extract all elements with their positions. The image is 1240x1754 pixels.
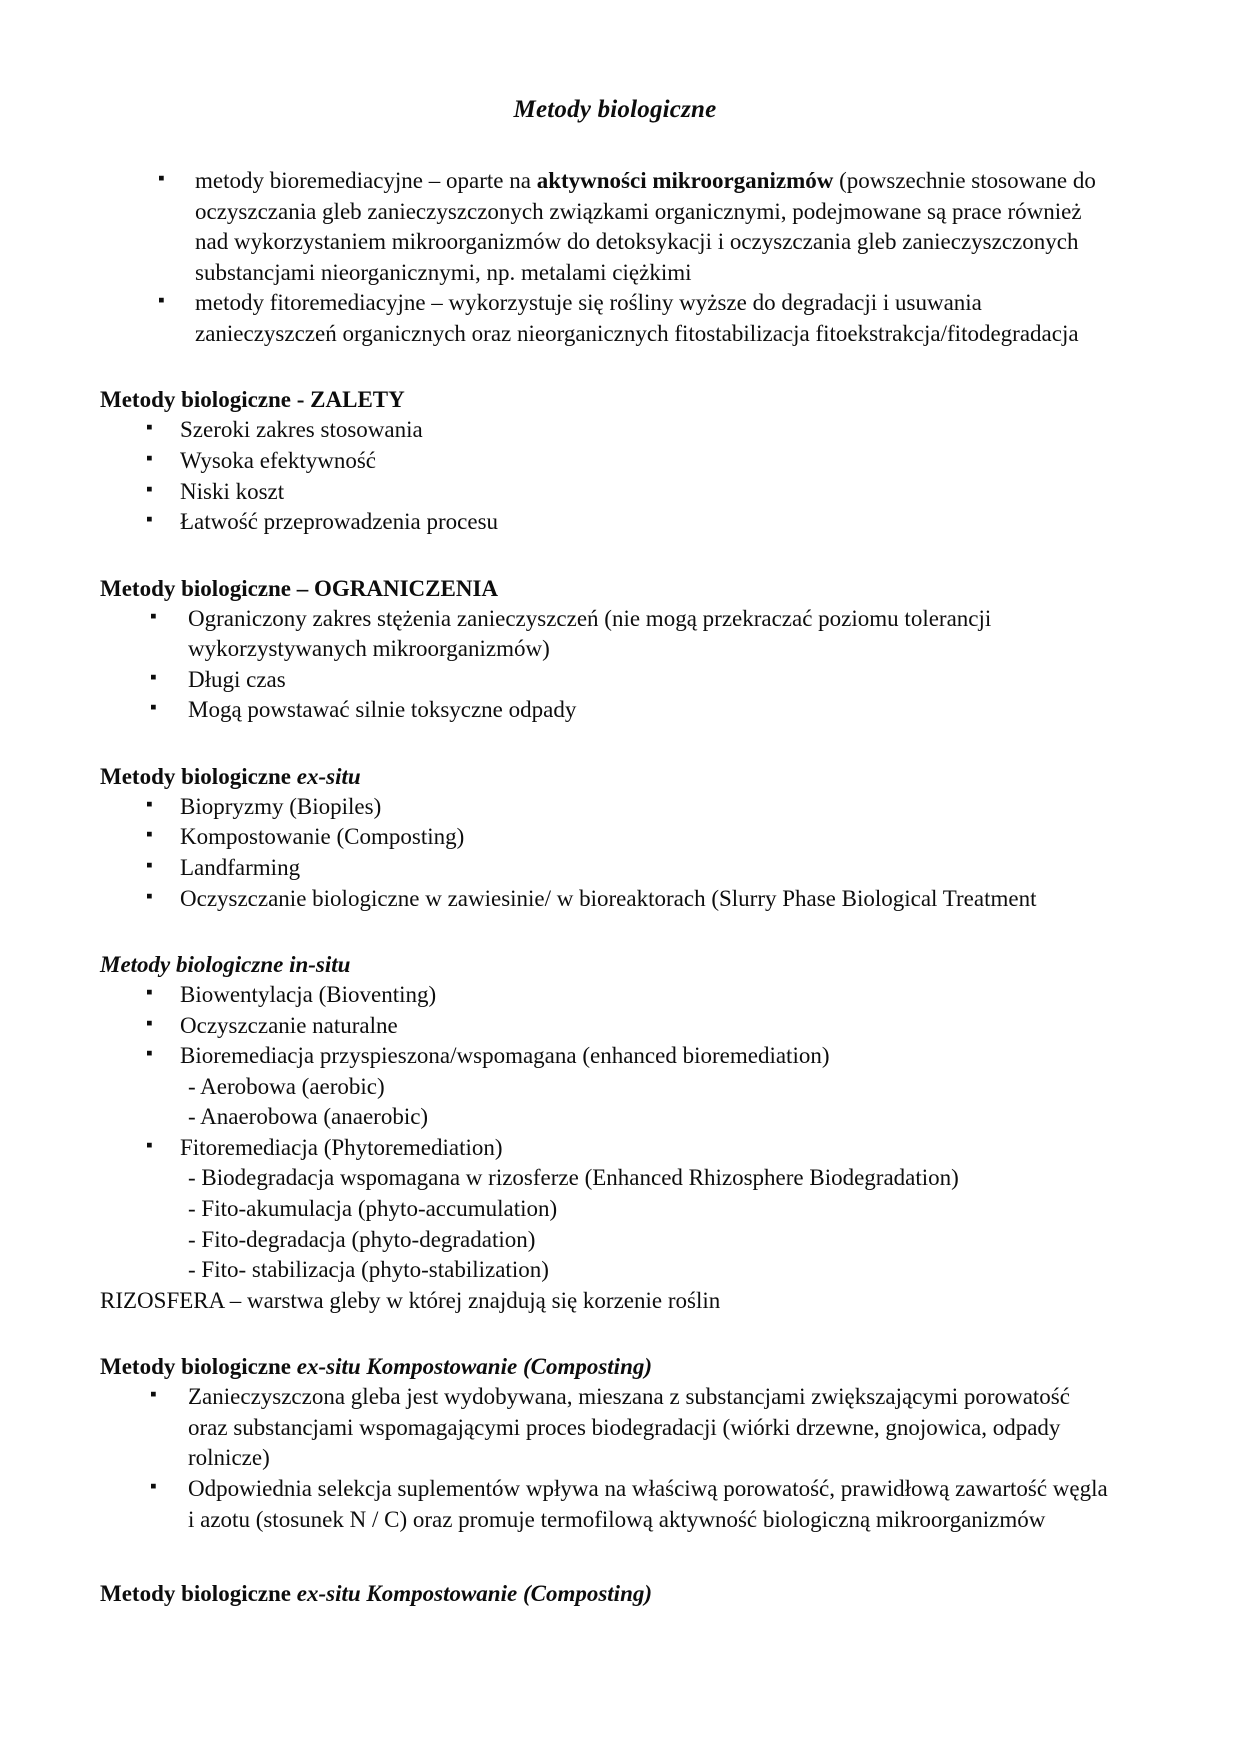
list-item (100, 166, 1110, 288)
intro-bullet-list (100, 166, 1110, 349)
section-heading-italic: ex-situ Kompostowanie (Composting) (296, 1354, 653, 1380)
spacer (100, 1535, 1110, 1579)
section-heading-in-situ: Metody biologiczne in-situ (100, 952, 351, 978)
document-content (100, 96, 1110, 1609)
spacer (100, 914, 1110, 950)
list-item: ▪ metody fitoremediacyjne – wykorzystuje się rośliny wyższe do degradacji i usuwania zanieczyszczeń organicznych oraz nieorganicznych fitostabilizacja fitoekstrakcja/fitodegradacja (100, 288, 1110, 349)
sub-item: - Biodegradacja wspomagana w rizosferze (Enhanced Rhizosphere Biodegradation) (188, 1165, 959, 1191)
intro-bullet-post: (powszechnie stosowane do oczyszczania gleb zanieczyszczonych związkami organicznymi, podejmowane są prace również nad wykorzystaniem mikroorganizmów do detoksykacji i oczyszczania gleb zanieczyszczonych substancjami nieorganicznymi, np. metalami ciężkimi (195, 168, 1096, 285)
in-situ-list (100, 980, 1110, 1072)
list-item: ▪ Oczyszczanie naturalne (100, 1011, 1110, 1042)
sub-item: - Fito-degradacja (phyto-degradation) (188, 1226, 536, 1252)
list-item: ▪ Biopryzmy (Biopiles) (100, 792, 1110, 823)
page-title: Metody biologiczne (513, 96, 717, 123)
list-item: ▪ Zanieczyszczona gleba jest wydobywana, mieszana z substancjami zwiększającymi porowatość oraz substancjami wspomagającymi proces biodegradacji (wiórki drzewne, gnojowica, odpady rolnicze) (100, 1382, 1110, 1474)
list-item: ▪ Mogą powstawać silnie toksyczne odpady (100, 695, 1110, 726)
sub-item: - Aerobowa (aerobic) (188, 1073, 385, 1099)
kompostowanie-list (100, 1382, 1110, 1535)
intro-bullet-pre: metody bioremediacyjne – oparte na (195, 168, 537, 193)
spacer (100, 349, 1110, 385)
ex-situ-list (100, 792, 1110, 914)
section-heading-text: Metody biologiczne (100, 1354, 297, 1380)
sub-item: - Fito- stabilizacja (phyto-stabilization) (188, 1257, 549, 1283)
section-heading-ex-situ (100, 762, 1110, 792)
spacer (100, 538, 1110, 574)
section-heading-text: Metody biologiczne (100, 1581, 297, 1607)
in-situ-list-2 (100, 1133, 1110, 1164)
list-item: ▪ Odpowiednia selekcja suplementów wpływa na właściwą porowatość, prawidłową zawartość węgla i azotu (stosunek N / C) oraz promuje termofilową aktywność biologiczną mikroorganizmów (100, 1474, 1110, 1535)
sub-item: - Anaerobowa (anaerobic) (188, 1104, 429, 1130)
spacer (100, 726, 1110, 762)
spacer (100, 1316, 1110, 1352)
section-heading-zalety (100, 385, 1110, 415)
section-heading-text: Metody biologiczne – OGRANICZENIA (100, 575, 499, 601)
section-heading-ograniczenia (100, 574, 1110, 604)
section-heading-kompostowanie-repeat (100, 1579, 1110, 1609)
list-item: ▪ Długi czas (100, 665, 1110, 696)
list-item: ▪ Fitoremediacja (Phytoremediation) (100, 1133, 1110, 1164)
list-item: ▪ Szeroki zakres stosowania (100, 415, 1110, 446)
zalety-list (100, 415, 1110, 537)
list-item: ▪ Wysoka efektywność (100, 446, 1110, 477)
list-item: ▪ Kompostowanie (Composting) (100, 822, 1110, 853)
section-heading-italic: ex-situ Kompostowanie (Composting) (296, 1581, 653, 1607)
list-item: ▪ Łatwość przeprowadzenia procesu (100, 507, 1110, 538)
list-item: ▪ Landfarming (100, 853, 1110, 884)
intro-bullet-bold: aktywności mikroorganizmów (536, 168, 834, 193)
section-heading-italic: ex-situ (296, 763, 361, 789)
ograniczenia-list (100, 604, 1110, 726)
list-item: ▪ Oczyszczanie biologiczne w zawiesinie/ w bioreaktorach (Slurry Phase Biological Treatment (100, 884, 1110, 915)
list-item: ▪ Biowentylacja (Bioventing) (100, 980, 1110, 1011)
sub-item: - Fito-akumulacja (phyto-accumulation) (188, 1196, 558, 1222)
list-item: ▪ Bioremediacja przyspieszona/wspomagana (enhanced bioremediation) (100, 1041, 1110, 1072)
section-heading-text: Metody biologiczne (100, 763, 297, 789)
section-heading-text: Metody biologiczne - ZALETY (100, 387, 405, 413)
section-heading-kompostowanie (100, 1352, 1110, 1382)
rizosfera-definition: RIZOSFERA – warstwa gleby w której znajdują się korzenie roślin (100, 1287, 721, 1313)
list-item: ▪ Niski koszt (100, 477, 1110, 508)
list-item: ▪ Ograniczony zakres stężenia zanieczyszczeń (nie mogą przekraczać poziomu tolerancji wykorzystywanych mikroorganizmów) (100, 604, 1110, 665)
